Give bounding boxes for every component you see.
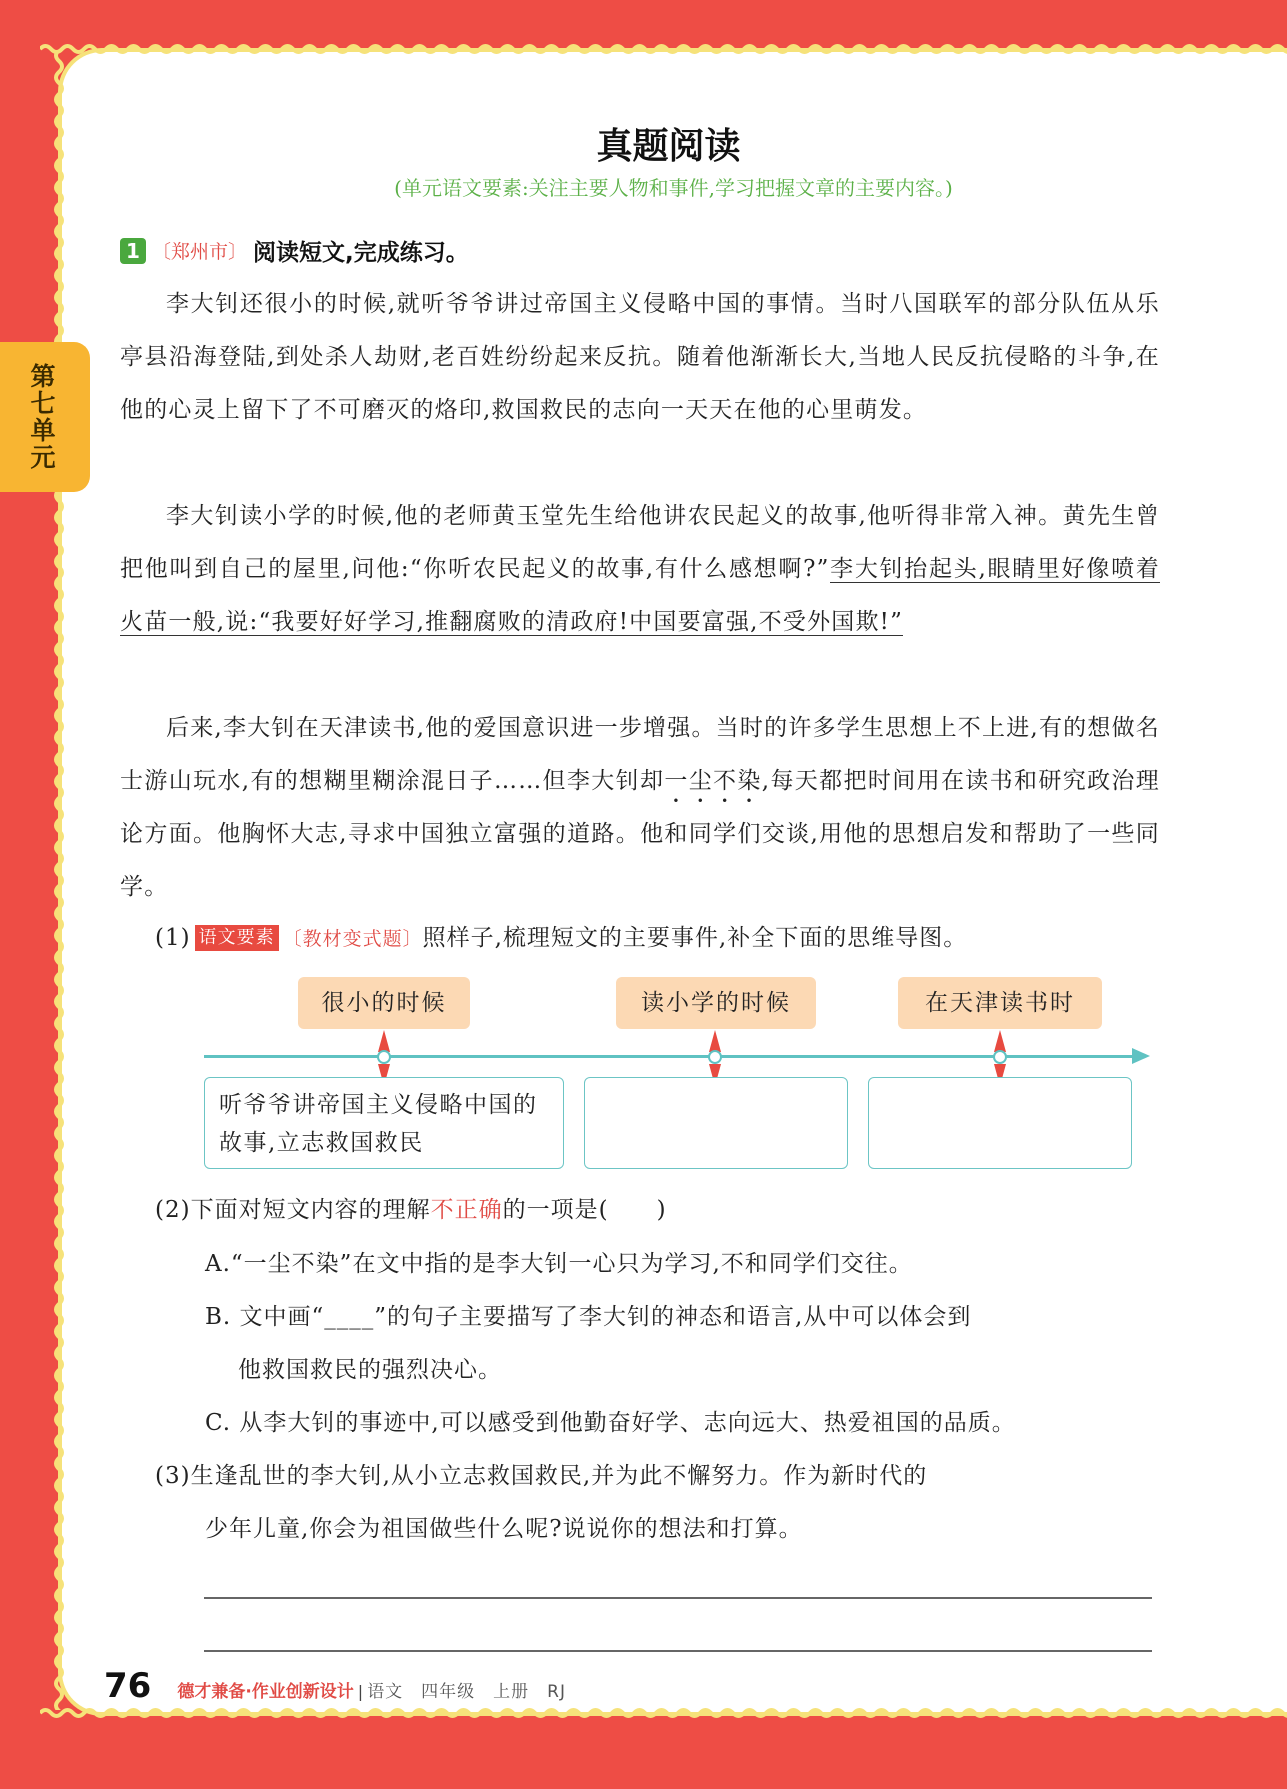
sub-question-2-emphasis: 不正确 <box>430 1197 503 1223</box>
timeline-box-1 <box>204 1077 564 1169</box>
passage-paragraph-3 <box>120 702 1160 914</box>
sub-question-1-label: (1) <box>155 925 191 951</box>
underlined-sentence: 李大钊抬起头,眼睛里好像喷着火苗一般,说:“我要好好学习,推翻腐败的清政府!中国要富强,不受外国欺!” <box>120 556 1160 635</box>
option-b[interactable]: B. 文中画“____”的句子主要描写了李大钊的神态和语言,从中可以体会到 <box>205 1304 972 1330</box>
answer-line-1[interactable] <box>204 1597 1152 1599</box>
sub-question-3-continued: 少年儿童,你会为祖国做些什么呢?说说你的想法和打算。 <box>205 1516 803 1542</box>
timeline-box-3-text <box>869 1078 1131 1094</box>
timeline-box-2-text <box>585 1078 847 1094</box>
question-header <box>120 234 469 267</box>
passage-p3-text-end: ,每天都把时间用在读书和研究政治理论方面。他胸怀大志,寻求中国独立富强的道路。他和同学们交谈,用他的思想启发和帮助了一些同学。 <box>120 768 1160 900</box>
page-subtitle: (单元语文要素:关注主要人物和事件,学习把握文章的主要内容。) <box>394 176 953 200</box>
page-number: 76 <box>104 1666 152 1706</box>
question-number-badge: 1 <box>120 238 146 264</box>
timeline-box-2-answer[interactable] <box>584 1077 848 1169</box>
sub-question-3: (3)生逢乱世的李大钊,从小立志救国救民,并为此不懈努力。作为新时代的 <box>155 1463 928 1489</box>
sub-question-1 <box>155 918 967 959</box>
option-b-continued: 他救国救民的强烈决心。 <box>238 1357 502 1383</box>
timeline-box-3-answer[interactable] <box>868 1077 1132 1169</box>
textbook-variant-tag: 〔教材变式题〕 <box>282 928 423 950</box>
answer-line-2[interactable] <box>204 1650 1152 1652</box>
page-footer <box>104 1666 566 1706</box>
sub-question-2-text-after: 的一项是( ) <box>502 1197 667 1223</box>
question-instruction: 阅读短文,完成练习。 <box>253 240 469 266</box>
unit-tab <box>0 342 90 492</box>
timeline-arrow-icon <box>1132 1048 1150 1064</box>
dotted-phrase: 一尘不染 <box>664 768 762 794</box>
timeline-label-2: 读小学的时候 <box>616 977 816 1029</box>
timeline-box-1-text: 听爷爷讲帝国主义侵略中国的故事,立志救国救民 <box>219 1092 538 1156</box>
book-series-title: 德才兼备·作业创新设计 <box>177 1682 354 1702</box>
language-element-tag: 语文要素 <box>195 925 279 951</box>
sub-question-2-label: (2) <box>155 1197 191 1223</box>
option-c[interactable]: C. 从李大钊的事迹中,可以感受到他勤奋好学、志向远大、热爱祖国的品质。 <box>205 1410 1016 1436</box>
unit-tab-label: 第七单元 <box>27 363 56 471</box>
page-title: 真题阅读 <box>596 126 741 167</box>
passage-paragraph-2 <box>120 490 1160 649</box>
question-source: 〔郑州市〕 <box>152 241 248 263</box>
sub-question-2 <box>155 1190 667 1230</box>
timeline-label-3: 在天津读书时 <box>898 977 1102 1029</box>
passage-p3-text-start: 后来,李大钊在天津读书,他的爱国意识进一步增强。当时的许多学生思想上不上进,有的想做名士游山玩水,有的想糊里糊涂混日子……但李大钊却 <box>120 715 1160 794</box>
book-meta: 语文 四年级 上册 RJ <box>367 1682 567 1702</box>
passage-p2-text: 李大钊读小学的时候,他的老师黄玉堂先生给他讲农民起义的故事,他听得非常入神。黄先生曾把他叫到自己的屋里,问他:“你听农民起义的故事,有什么感想啊?” <box>120 503 1160 582</box>
sub-question-1-text: 照样子,梳理短文的主要事件,补全下面的思维导图。 <box>422 925 968 951</box>
timeline-label-1: 很小的时候 <box>298 977 470 1029</box>
passage-paragraph-1: 李大钊还很小的时候,就听爷爷讲过帝国主义侵略中国的事情。当时八国联军的部分队伍从乐亭县沿海登陆,到处杀人劫财,老百姓纷纷起来反抗。随着他渐渐长大,当地人民反抗侵略的斗争,在他的心灵上留下了不可磨灭的烙印,救国救民的志向一天天在他的心里萌发。 <box>120 291 1160 423</box>
sub-question-2-text-before: 下面对短文内容的理解 <box>190 1197 431 1223</box>
footer-separator: | <box>357 1682 364 1701</box>
option-a[interactable]: A.“一尘不染”在文中指的是李大钊一心只为学习,不和同学们交往。 <box>205 1251 913 1277</box>
